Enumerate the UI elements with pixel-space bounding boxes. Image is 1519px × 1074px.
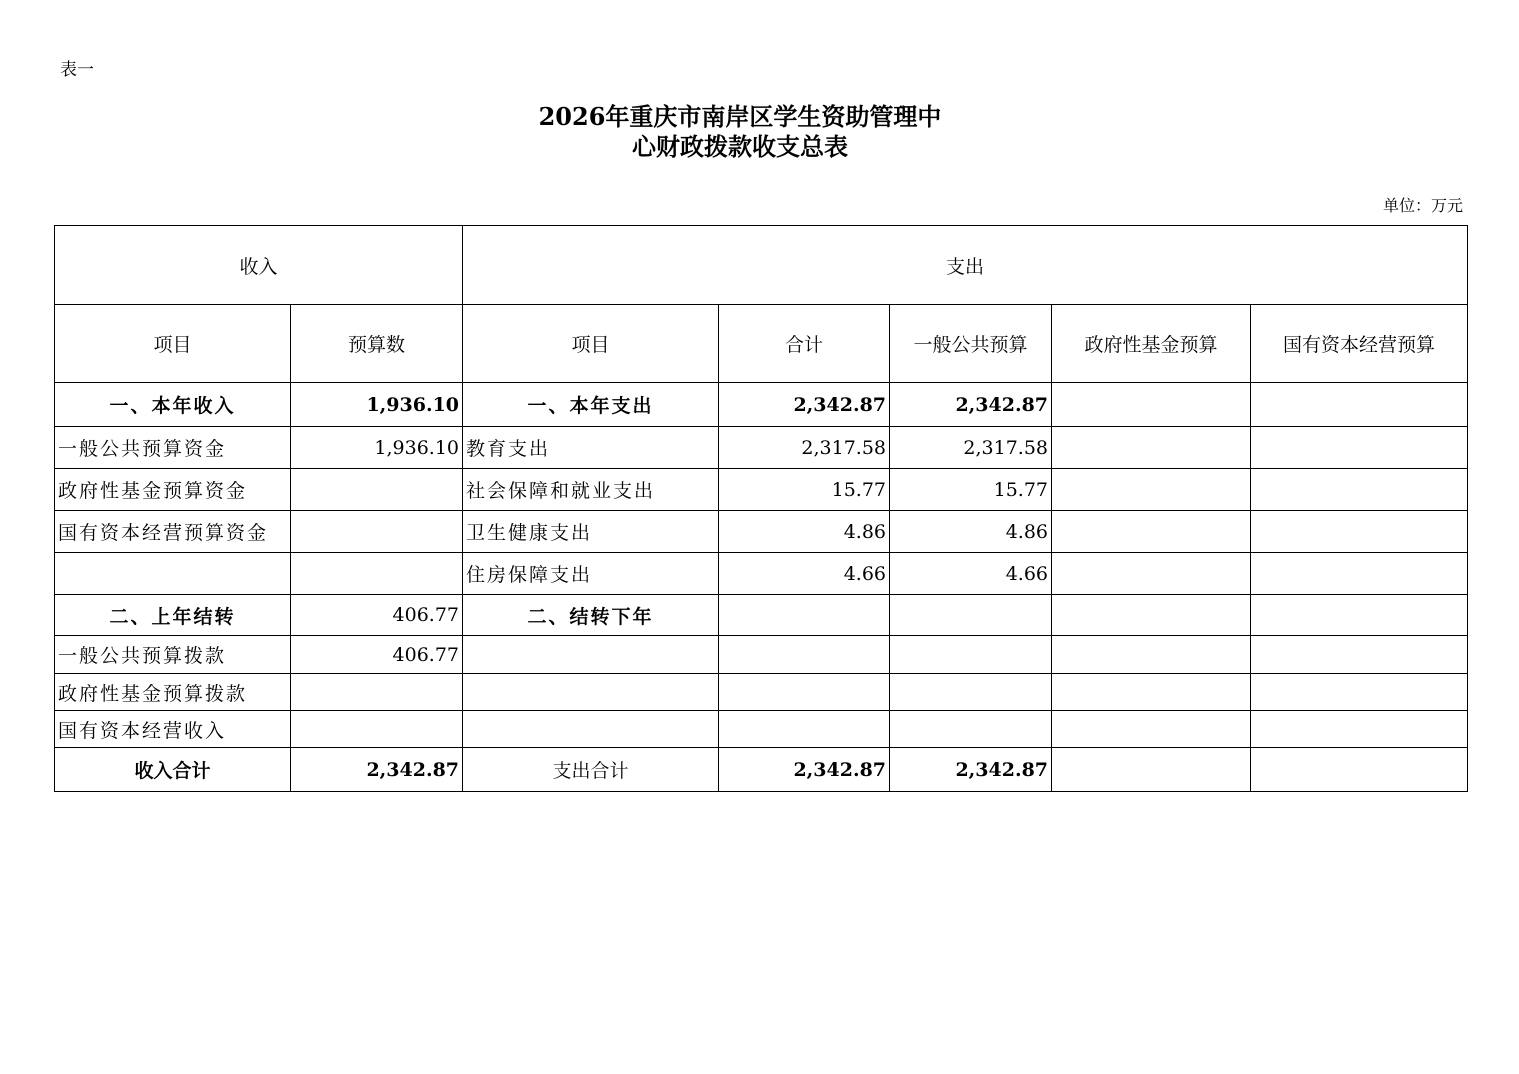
title-line-1: 2026年重庆市南岸区学生资助管理中 bbox=[538, 102, 942, 131]
expense-total-label: 支出合计 bbox=[463, 748, 719, 792]
expense-total: 15.77 bbox=[719, 469, 890, 511]
income-item: 国有资本经营预算资金 bbox=[55, 511, 291, 553]
table-row bbox=[55, 427, 1468, 469]
income-item: 一、本年收入 bbox=[55, 383, 291, 427]
expense-state-capital bbox=[1251, 511, 1468, 553]
expense-general: 4.86 bbox=[890, 511, 1052, 553]
unit-label: 单位：万元 bbox=[1382, 196, 1463, 215]
income-item bbox=[55, 553, 291, 595]
page-title bbox=[0, 102, 1480, 162]
title-line-2: 心财政拨款收支总表 bbox=[632, 132, 848, 161]
income-value bbox=[291, 674, 463, 711]
gov-fund-budget-header: 政府性基金预算 bbox=[1052, 305, 1251, 383]
table-row bbox=[55, 383, 1468, 427]
expense-general bbox=[890, 595, 1052, 636]
income-item: 二、上年结转 bbox=[55, 595, 291, 636]
table-row bbox=[55, 674, 1468, 711]
expense-gov-fund bbox=[1052, 674, 1251, 711]
table-row bbox=[55, 595, 1468, 636]
income-item: 一般公共预算拨款 bbox=[55, 636, 291, 674]
expense-state-capital bbox=[1251, 674, 1468, 711]
expense-general: 4.66 bbox=[890, 553, 1052, 595]
expense-gov-fund-total bbox=[1052, 748, 1251, 792]
expense-gov-fund bbox=[1052, 511, 1251, 553]
expense-state-capital bbox=[1251, 553, 1468, 595]
expense-gov-fund bbox=[1052, 711, 1251, 748]
income-budget-header: 预算数 bbox=[291, 305, 463, 383]
expense-item bbox=[463, 711, 719, 748]
expense-general bbox=[890, 711, 1052, 748]
income-value bbox=[291, 511, 463, 553]
expense-item: 一、本年支出 bbox=[463, 383, 719, 427]
income-value bbox=[291, 711, 463, 748]
expense-header: 支出 bbox=[463, 226, 1468, 305]
table-row bbox=[55, 553, 1468, 595]
expense-item bbox=[463, 674, 719, 711]
table-row bbox=[55, 636, 1468, 674]
expense-general bbox=[890, 636, 1052, 674]
table-row bbox=[55, 469, 1468, 511]
expense-state-capital bbox=[1251, 636, 1468, 674]
expense-total-value: 2,342.87 bbox=[719, 748, 890, 792]
expense-state-capital bbox=[1251, 711, 1468, 748]
income-value: 1,936.10 bbox=[291, 427, 463, 469]
expense-gov-fund bbox=[1052, 595, 1251, 636]
expense-item bbox=[463, 636, 719, 674]
expense-item-header: 项目 bbox=[463, 305, 719, 383]
income-item: 政府性基金预算拨款 bbox=[55, 674, 291, 711]
expense-gov-fund bbox=[1052, 383, 1251, 427]
income-item-header: 项目 bbox=[55, 305, 291, 383]
expense-total bbox=[719, 595, 890, 636]
income-total-label: 收入合计 bbox=[55, 748, 291, 792]
expense-item: 卫生健康支出 bbox=[463, 511, 719, 553]
income-total-value: 2,342.87 bbox=[291, 748, 463, 792]
state-capital-budget-header: 国有资本经营预算 bbox=[1251, 305, 1468, 383]
expense-item: 教育支出 bbox=[463, 427, 719, 469]
expense-general: 15.77 bbox=[890, 469, 1052, 511]
expense-item: 住房保障支出 bbox=[463, 553, 719, 595]
table-row bbox=[55, 711, 1468, 748]
income-value bbox=[291, 469, 463, 511]
expense-general bbox=[890, 674, 1052, 711]
income-item: 一般公共预算资金 bbox=[55, 427, 291, 469]
doc-label: 表一 bbox=[60, 60, 94, 80]
header-row-2 bbox=[55, 305, 1468, 383]
totals-row bbox=[55, 748, 1468, 792]
income-value: 1,936.10 bbox=[291, 383, 463, 427]
expense-general: 2,317.58 bbox=[890, 427, 1052, 469]
income-value: 406.77 bbox=[291, 636, 463, 674]
expense-item: 二、结转下年 bbox=[463, 595, 719, 636]
expense-total: 4.66 bbox=[719, 553, 890, 595]
income-value: 406.77 bbox=[291, 595, 463, 636]
table-row bbox=[55, 511, 1468, 553]
header-row-1 bbox=[55, 226, 1468, 305]
general-budget-header: 一般公共预算 bbox=[890, 305, 1052, 383]
expense-gov-fund bbox=[1052, 469, 1251, 511]
expense-total: 2,317.58 bbox=[719, 427, 890, 469]
expense-state-capital bbox=[1251, 383, 1468, 427]
income-value bbox=[291, 553, 463, 595]
budget-summary-table bbox=[54, 225, 1468, 792]
expense-total bbox=[719, 674, 890, 711]
income-header: 收入 bbox=[55, 226, 463, 305]
expense-state-capital bbox=[1251, 469, 1468, 511]
expense-total bbox=[719, 636, 890, 674]
expense-gov-fund bbox=[1052, 553, 1251, 595]
expense-state-capital bbox=[1251, 595, 1468, 636]
expense-item: 社会保障和就业支出 bbox=[463, 469, 719, 511]
expense-total: 2,342.87 bbox=[719, 383, 890, 427]
income-item: 政府性基金预算资金 bbox=[55, 469, 291, 511]
expense-total-header: 合计 bbox=[719, 305, 890, 383]
expense-total: 4.86 bbox=[719, 511, 890, 553]
expense-general: 2,342.87 bbox=[890, 383, 1052, 427]
expense-general-total: 2,342.87 bbox=[890, 748, 1052, 792]
income-item: 国有资本经营收入 bbox=[55, 711, 291, 748]
expense-gov-fund bbox=[1052, 636, 1251, 674]
expense-gov-fund bbox=[1052, 427, 1251, 469]
expense-total bbox=[719, 711, 890, 748]
expense-state-capital-total bbox=[1251, 748, 1468, 792]
expense-state-capital bbox=[1251, 427, 1468, 469]
